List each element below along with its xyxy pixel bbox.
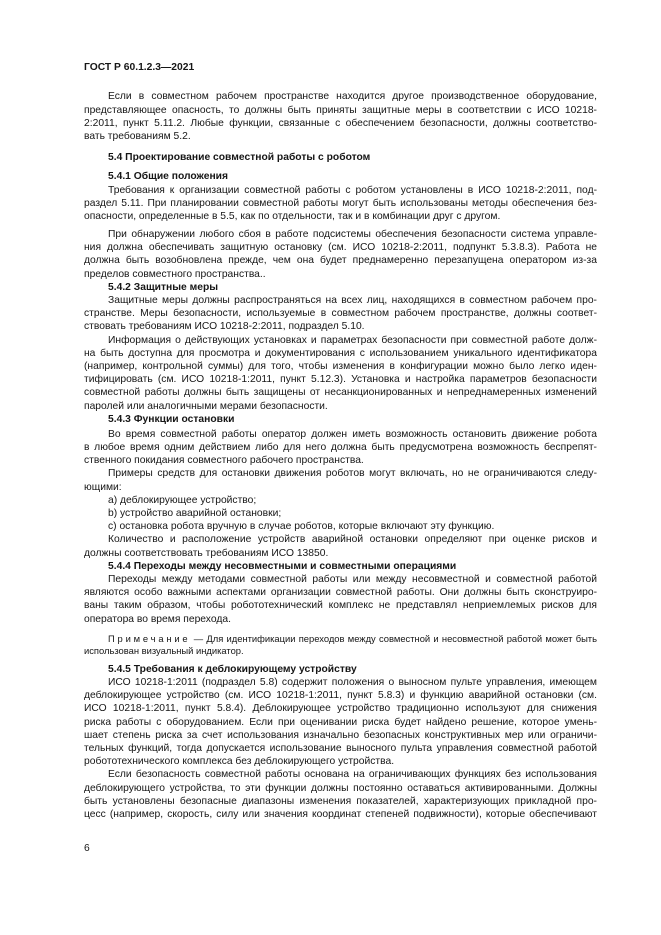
document-code: ГОСТ Р 60.1.2.3—2021	[84, 62, 195, 74]
text-line: деблокирующего устройства, то эти функции должны постоянно оставаться активированными. Должны	[84, 782, 597, 794]
section-heading: 5.4.3 Функции остановки	[108, 413, 235, 425]
text-line: совместной работы должны быть защищены от несанкционированных и непреднамеренных изменений	[84, 387, 597, 399]
text-line: Во время совместной работы оператор должен иметь возможность остановить движение робота	[108, 428, 597, 440]
text-line: тифицировать (см. ИСО 10218-1:2011, пункт 5.12.3). Установка и настройка параметров безопасности	[84, 374, 597, 386]
text-line: Информация о действующих установках и параметрах безопасности при совместной работе долж-	[108, 334, 597, 346]
list-item: c) остановка робота вручную в случае роботов, которые включают эту функцию.	[108, 521, 495, 533]
text-line: Защитные меры должны распространяться на всех лиц, находящихся в совместном рабочем про-	[108, 295, 597, 307]
paragraph	[84, 334, 597, 413]
text-line: странстве. Меры безопасности, используемые в совместном рабочем пространстве, должны соответ-	[84, 308, 597, 320]
text-line: паролей или аналогичными мерами безопасности.	[84, 400, 328, 412]
note-label: Примечание	[108, 632, 191, 644]
list-item: b) устройство аварийной остановки;	[108, 508, 282, 520]
note	[84, 633, 597, 657]
text-line: При обнаружении любого сбоя в работе подсистемы обеспечения безопасности система управле-	[108, 229, 597, 241]
text-line: оператора во время перехода.	[84, 613, 231, 625]
text-line: являются особо важными аспектами организации совместной работы. Они должны быть сконструиро-	[84, 587, 597, 599]
text-line: цесс (например, скорость, силу или значения координат степеней подвижности), которые обеспечивают	[84, 808, 597, 820]
text-line: Переходы между методами совместной работы или между несовместной и совместной работой	[108, 573, 597, 585]
text-line: пределов совместного пространства..	[84, 268, 266, 280]
text-line: вать требованиям 5.2.	[84, 130, 191, 142]
text-line: Требования к организации совместной работы с роботом установлены в ИСО 10218-2:2011, под-	[108, 184, 597, 196]
paragraph	[84, 294, 597, 334]
text-line: ния должна обеспечивать защитную остановку (см. ИСО 10218-2:2011, подпункт 5.3.8.3). Работа не	[84, 242, 597, 254]
paragraph	[84, 184, 597, 224]
text-line: ствовать требованиям ИСО 10218-2:2011, подраздел 5.10.	[84, 321, 365, 333]
section-heading: 5.4.4 Переходы между несовместными и совместными операциями	[108, 560, 457, 572]
paragraph	[84, 676, 597, 768]
paragraph	[84, 428, 597, 468]
note-text: — Для идентификации переходов между совместной и несовместной работой может быть	[193, 632, 597, 644]
text-line: должны соответствовать требованиям ИСО 13850.	[84, 547, 329, 559]
paragraph	[84, 467, 597, 493]
note-line	[84, 633, 597, 645]
paragraph	[84, 533, 597, 559]
document-body	[84, 90, 597, 821]
text-line: ственного покидания совместного рабочего пространства.	[84, 455, 364, 467]
section-heading: 5.4 Проектирование совместной работы с роботом	[108, 152, 371, 164]
enumeration-list	[84, 494, 597, 534]
paragraph	[84, 90, 597, 143]
text-line: в любое время одним действием либо для него должна быть предусмотрена возможность беспрепят-	[84, 442, 597, 454]
text-line: ющими:	[84, 481, 122, 493]
text-line: Примеры средств для остановки движения роботов могут включать, но не ограничиваются следу-	[108, 468, 597, 480]
section-heading: 5.4.2 Защитные меры	[108, 281, 219, 293]
text-line: ИСО 10218-1:2011 (подраздел 5.8) содержит положения о выносном пульте управления, имеющем	[108, 677, 597, 689]
list-item: a) деблокирующее устройство;	[108, 494, 257, 506]
note-text: использован визуальный индикатор.	[84, 644, 244, 656]
text-line: должна быть возобновлена прежде, чем она будет преднамеренно перезапущена оператором из-за	[84, 255, 597, 267]
paragraph	[84, 768, 597, 821]
text-line: раздел 5.11. При планировании совместной работы могут быть использованы методы обеспечения без-	[84, 197, 597, 209]
text-line: риска работы с оборудованием. Если при оценивании риска будет найдено решение, которое умень-	[84, 716, 597, 728]
paragraph	[84, 228, 597, 281]
text-line: тельных функций, тогда допускается использование выносного пульта управления совместной работой	[84, 743, 597, 755]
page-number: 6	[84, 843, 90, 855]
text-line: деблокирующее устройство (см. ИСО 10218-1:2011, пункт 5.8.3) и функцию аварийной остановки (см.	[84, 690, 597, 702]
text-line: Если в совместном рабочем пространстве находится другое производственное оборудование,	[108, 91, 597, 103]
text-line: Если безопасность совместной работы основана на ограничивающих функциях без использования	[108, 769, 597, 781]
text-line: Количество и расположение устройств аварийной остановки определяют при оценке рисков и	[108, 534, 597, 546]
text-line: 2:2011, пункт 5.11.2. Любые функции, связанные с обеспечением безопасности, должны соответство-	[84, 117, 597, 129]
text-line: опасности, определенные в 5.5, как по отдельности, так и в комбинации друг с другом.	[84, 210, 501, 222]
text-line: ваны таким образом, чтобы робототехнический комплекс не представлял неприемлемых рисков для	[84, 600, 597, 612]
text-line: представляющее опасность, то должны быть приняты защитные меры в соответствии с ИСО 10218-	[84, 104, 597, 116]
text-line: робототехнического комплекса без деблокирующего устройства.	[84, 756, 395, 768]
text-line: ИСО 10218-1:2011, пункт 5.8.4). Деблокирующее устройство традиционно используют для снижения	[84, 703, 597, 715]
text-line: быть установлены безопасные диапазоны изменения показателей, характеризующих прикладной про-	[84, 795, 597, 807]
note-line	[84, 645, 597, 657]
text-line: (например, контрольной суммы) для того, чтобы изменения в конфигурации можно было легко иден-	[84, 360, 597, 372]
text-line: на быть доступна для просмотра и документирования с использованием уникального идентификатора	[84, 347, 597, 359]
section-heading: 5.4.5 Требования к деблокирующему устройству	[108, 663, 357, 675]
text-line: шает степень риска за счет использования изначально безопасных конструктивных мер или ограничи-	[84, 729, 597, 741]
section-heading: 5.4.1 Общие положения	[108, 171, 228, 183]
paragraph	[84, 573, 597, 626]
